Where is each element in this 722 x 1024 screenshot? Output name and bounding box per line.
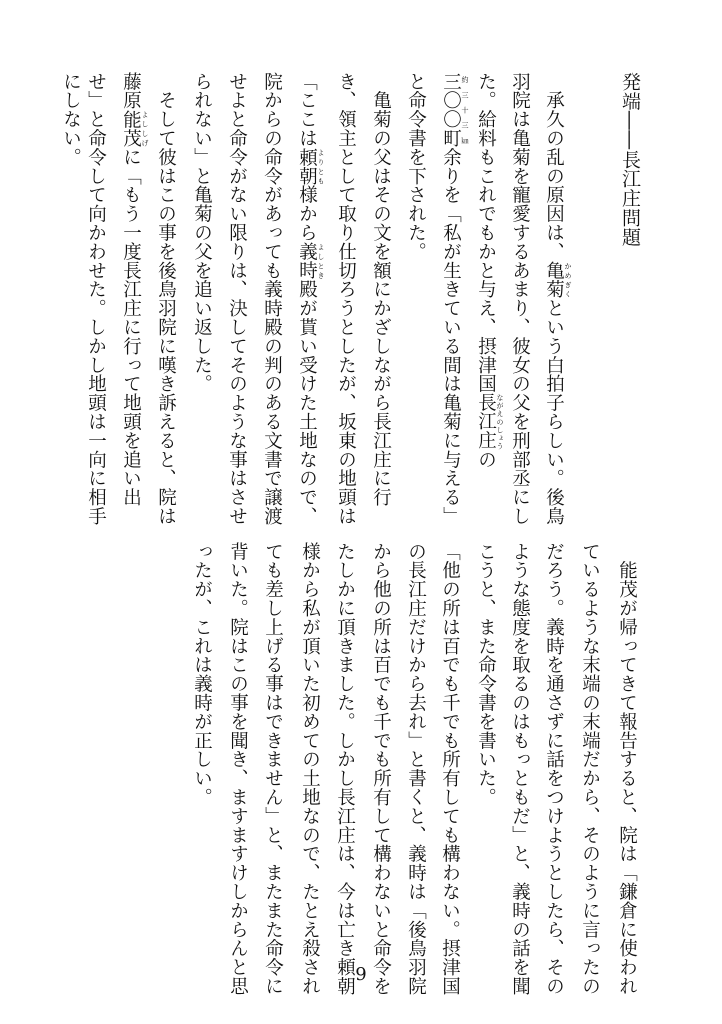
text-run: 藤原 <box>120 72 142 110</box>
text-run: 院からの命令があっても義時殿の判のある文書で譲渡 <box>261 72 283 526</box>
upper-column <box>192 72 211 393</box>
text-run: ても差し上げる事はできません」と、またまた命令に <box>262 542 284 996</box>
upper-column <box>544 72 572 526</box>
upper-column <box>227 72 246 526</box>
text-run: たしかに頂きました。しかし長江庄は、今は亡き頼朝 <box>334 542 356 996</box>
text-run: そして彼はこの事を後鳥羽院に嘆き訴えると、院は <box>155 72 177 526</box>
lower-column <box>617 542 636 996</box>
upper-column <box>156 72 175 526</box>
text-run: 亀菊の父はその文を額にかざしながら長江庄に行 <box>370 72 392 507</box>
lower-column <box>300 542 319 996</box>
lower-column <box>228 542 247 996</box>
upper-column <box>510 72 529 526</box>
text-run: ているような末端の末端だから、そのように言ったの <box>579 542 601 996</box>
lower-column <box>476 542 495 807</box>
ruby-word: 義時 よしとき <box>296 242 325 280</box>
lower-column <box>544 542 563 996</box>
text-run: られない」と亀菊の父を追い返した。 <box>191 72 213 394</box>
upper-column <box>371 72 390 507</box>
text-run: 殿が貰い受けた土地なので、 <box>296 279 318 526</box>
ruby-word: 能茂 よししげ <box>120 109 149 148</box>
upper-column <box>121 72 149 507</box>
lower-column <box>263 542 282 996</box>
upper-column <box>297 72 325 526</box>
text-run: にしない。 <box>60 72 82 167</box>
text-run: せよと命令がない限りは、決してそのような事はさせ <box>226 72 248 526</box>
text-run: から他の所は百でも千でも所有して構わないと命令を <box>370 542 392 996</box>
text-run: の長江庄だけから去れ」と書くと、義時は「後鳥羽院 <box>405 542 427 996</box>
upper-column <box>476 72 504 469</box>
text-run: ような態度を取るのはもっともだ」と、義時の話を聞 <box>509 542 531 996</box>
text-run: 背いた。院はこの事を聞き、ますますけしからんと思 <box>227 542 249 996</box>
text-run: と命令書を下された。 <box>405 72 427 261</box>
ruby-word: 頼朝 よりとも <box>296 147 325 186</box>
text-run: 「他の所は百でも千でも所有しても構わない。摂津国 <box>439 542 461 996</box>
lower-column <box>440 542 459 996</box>
text-run: 「ここは <box>296 72 318 148</box>
upper-column <box>61 72 80 167</box>
chapter-title: 発端――長江庄問題 <box>619 72 641 247</box>
text-run: に「もう一度長江庄に行って地頭を追い出 <box>120 147 142 507</box>
lower-column <box>371 542 390 996</box>
upper-column <box>262 72 281 526</box>
text-run: という白拍子らしい。後鳥 <box>543 298 565 526</box>
text-run: 余りを「私が生きている間は亀菊に与える」 <box>440 147 462 526</box>
text-run: こうと、また命令書を書いた。 <box>475 542 497 807</box>
text-run: せ」と命令して向かわせた。しかし地頭は一向に相手 <box>85 72 107 526</box>
upper-column <box>441 72 469 526</box>
text-run: ったが、これは義時が正しい。 <box>191 542 213 807</box>
ruby-word: 亀菊 かめぎく <box>543 261 572 299</box>
text-run: た。給料もこれでもかと与え、摂津国 <box>475 72 497 394</box>
lower-column <box>510 542 529 996</box>
page-number: 9 <box>355 964 367 985</box>
upper-column <box>406 72 425 261</box>
upper-column <box>336 72 355 526</box>
text-run: の <box>475 450 497 469</box>
lower-column <box>335 542 354 996</box>
text-run: 承久の乱の原因は、 <box>543 72 565 261</box>
ruby-word: 三〇〇町 約三十三㎞ <box>440 72 469 148</box>
text-run: 様から <box>296 185 318 243</box>
text-run: だろう。義時を通さずに話をつけようとしたら、その <box>543 542 565 996</box>
text-run: き、領主として取り仕切ろうとしたが、坂東の地頭は <box>335 72 357 526</box>
lower-column <box>580 542 599 996</box>
text-run: 羽院は亀菊を寵愛するあまり、彼女の父を刑部丞にし <box>509 72 531 526</box>
upper-column <box>86 72 105 526</box>
lower-column <box>406 542 425 996</box>
lower-column <box>192 542 211 807</box>
ruby-word: 長江庄 ながえのしょう <box>475 393 504 451</box>
text-run: 能茂が帰ってきて報告すると、院は「鎌倉に使われ <box>616 542 638 996</box>
text-run: 様から私が頂いた初めての土地なので、たとえ殺され <box>299 542 321 996</box>
